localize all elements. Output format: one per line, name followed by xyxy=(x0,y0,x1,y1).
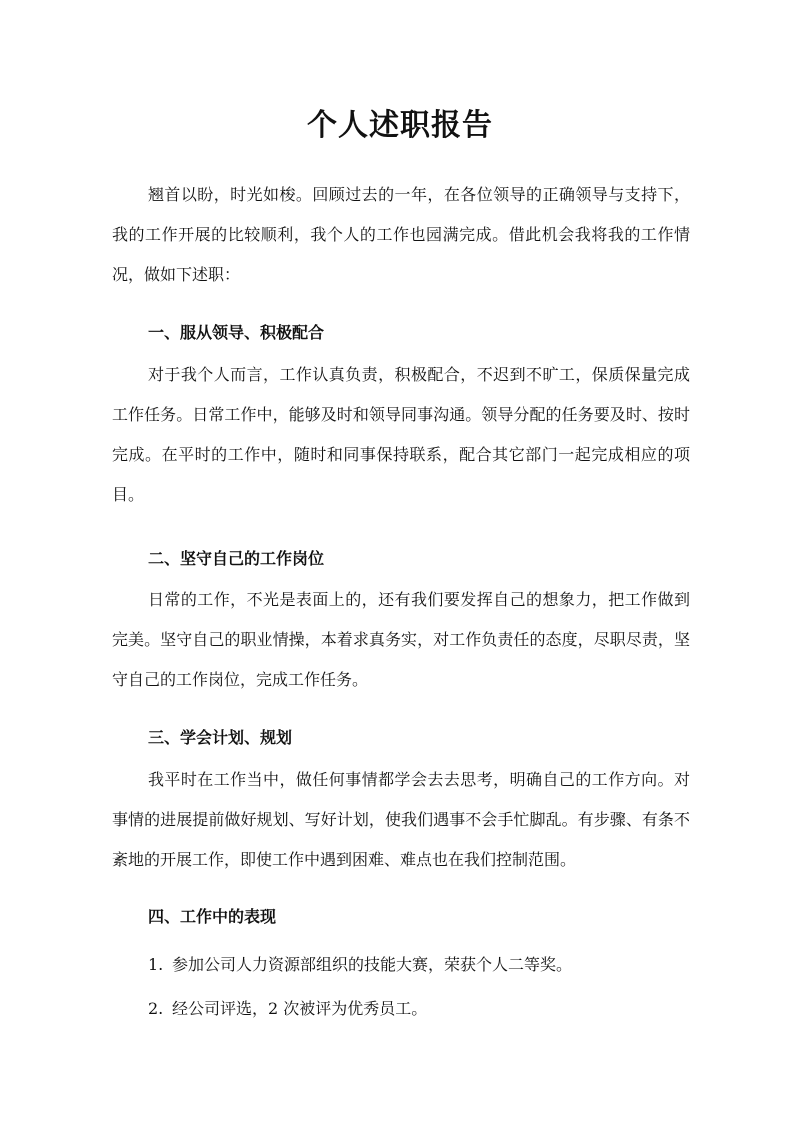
section-body-2: 日常的工作，不光是表面上的，还有我们要发挥自己的想象力，把工作做到完美。坚守自己的职业情操，本着求真务实，对工作负责任的态度，尽职尽责，坚守自己的工作岗位，完成工作任务。 xyxy=(112,590,690,689)
list-item-number: 1. xyxy=(148,955,164,974)
list-item xyxy=(148,995,427,1023)
section-body-3: 我平时在工作当中，做任何事情都学会去去思考，明确自己的工作方向。对事情的进展提前做好规划、写好计划，使我们遇事不会手忙脚乱。有步骤、有条不紊地的开展工作，即使工作中遇到困难、难点也在我们控制范围。 xyxy=(112,770,690,869)
list-item xyxy=(148,951,572,979)
section-body-1: 对于我个人而言，工作认真负责，积极配合，不迟到不旷工，保质保量完成工作任务。日常工作中，能够及时和领导同事沟通。领导分配的任务要及时、按时完成。在平时的工作中，随时和同事保持联系，配合其它部门一起完成相应的项目。 xyxy=(112,365,690,504)
section-heading-4: 四、工作中的表现 xyxy=(148,907,277,926)
document-title: 个人述职报告 xyxy=(307,108,493,143)
section-heading-2: 二、坚守自己的工作岗位 xyxy=(148,549,325,568)
section-heading-3: 三、学会计划、规划 xyxy=(148,728,293,747)
section-heading-1: 一、服从领导、积极配合 xyxy=(148,323,325,342)
list-item-number: 2. xyxy=(148,999,164,1018)
list-item-text: 经公司评选，2 次被评为优秀员工。 xyxy=(172,999,428,1018)
list-item-text: 参加公司人力资源部组织的技能大赛，荣获个人二等奖。 xyxy=(172,955,573,974)
intro-paragraph: 翘首以盼，时光如梭。回顾过去的一年，在各位领导的正确领导与支持下，我的工作开展的比较顺利，我个人的工作也园满完成。借此机会我将我的工作情况，做如下述职： xyxy=(112,185,690,284)
